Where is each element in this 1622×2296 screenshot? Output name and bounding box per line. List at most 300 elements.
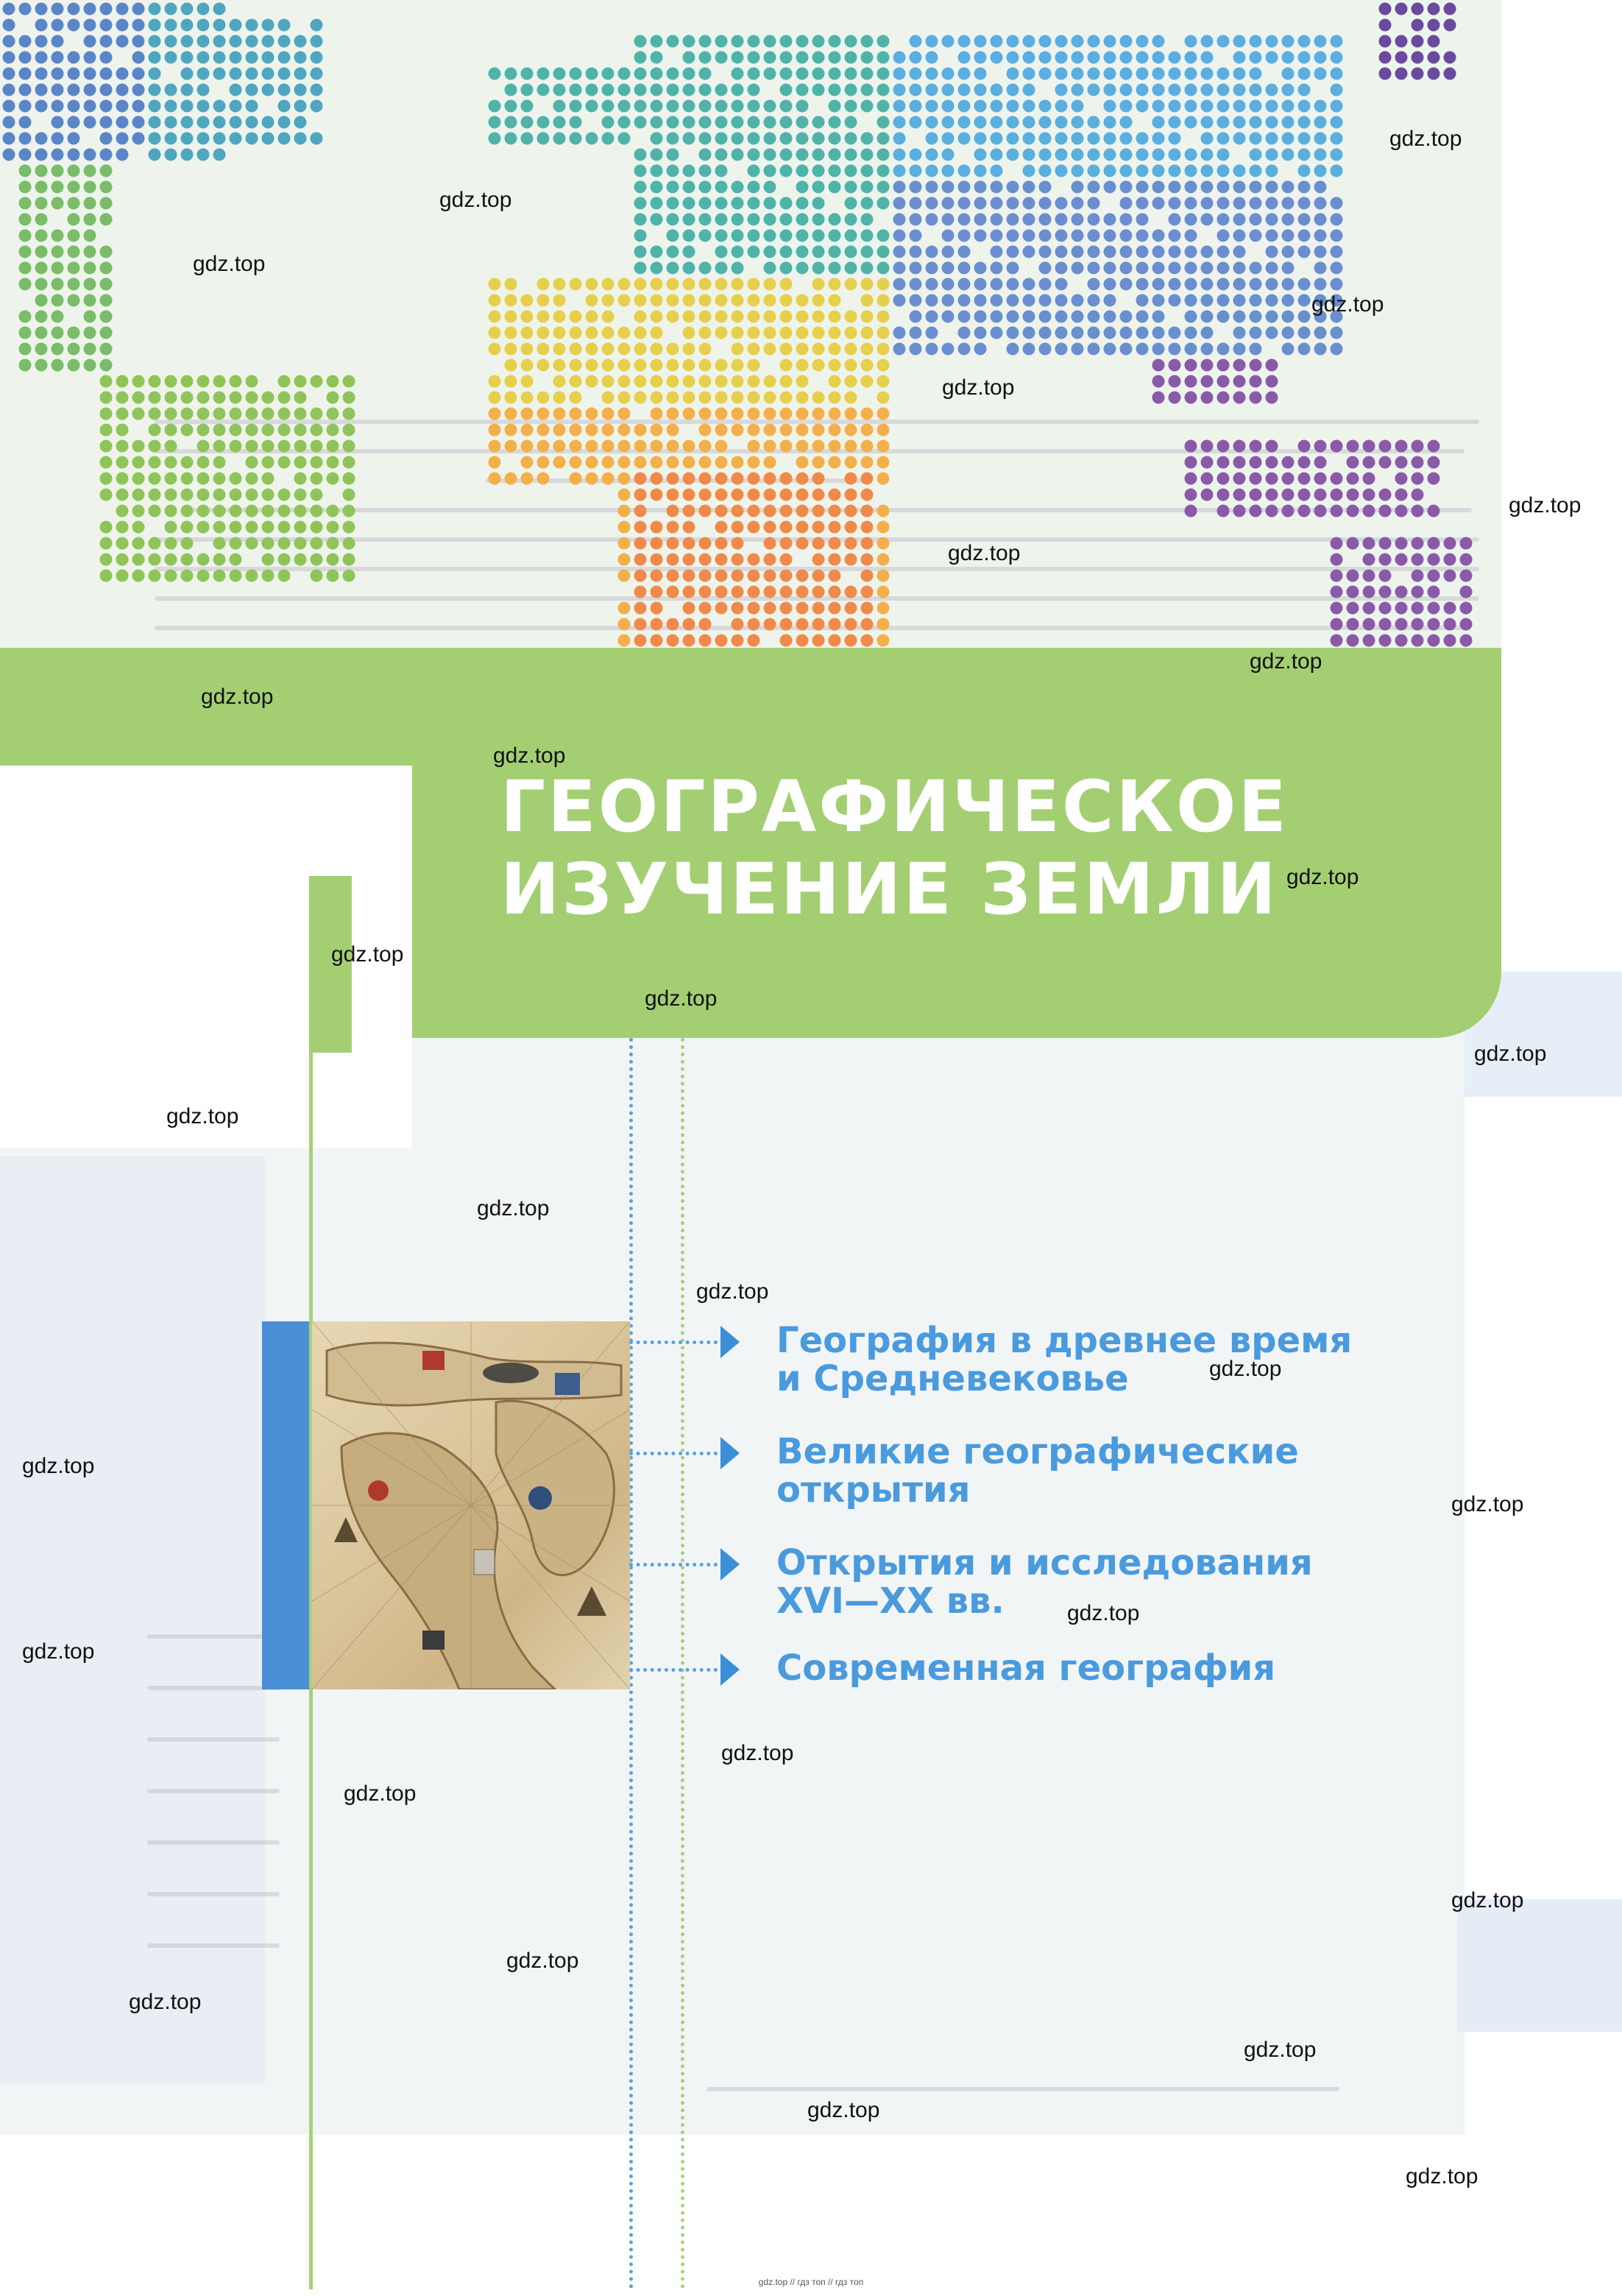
map-dot	[132, 19, 145, 32]
map-dot	[19, 181, 32, 194]
map-dot	[1412, 456, 1424, 469]
map-dot	[812, 440, 825, 453]
map-dot	[294, 84, 307, 96]
map-dot	[877, 197, 890, 210]
map-dot	[1136, 213, 1149, 226]
map-dot	[1217, 84, 1230, 96]
map-dot	[780, 278, 793, 291]
map-dot	[1444, 68, 1456, 80]
watermark-text: gdz.top	[942, 375, 1015, 400]
map-dot	[1282, 456, 1295, 469]
map-dot	[942, 116, 955, 129]
map-dot	[796, 424, 809, 437]
map-dot	[1152, 343, 1165, 356]
map-dot	[877, 35, 890, 48]
map-dot	[521, 116, 534, 129]
map-dot	[52, 68, 64, 80]
map-dot	[764, 505, 776, 518]
map-dot	[1039, 165, 1052, 177]
map-dot	[84, 149, 96, 161]
map-dot	[861, 505, 874, 518]
map-dot	[602, 133, 615, 145]
map-dot	[1282, 100, 1295, 113]
map-dot	[1444, 570, 1456, 582]
map-dot	[1282, 230, 1295, 242]
map-dot	[845, 359, 857, 372]
chapter-item-4[interactable]	[629, 1649, 1275, 1687]
map-dot	[1331, 52, 1343, 64]
map-dot	[602, 359, 615, 372]
map-dot	[764, 343, 776, 356]
map-dot	[35, 213, 48, 226]
map-dot	[327, 424, 339, 437]
map-dot	[910, 52, 922, 64]
map-dot	[667, 100, 679, 113]
map-dot	[1266, 327, 1278, 339]
map-dot	[311, 19, 323, 32]
map-dot	[213, 3, 226, 15]
map-dot	[52, 165, 64, 177]
map-dot	[1007, 116, 1019, 129]
map-dot	[246, 84, 258, 96]
map-dot	[1314, 246, 1327, 258]
map-dot	[262, 408, 275, 420]
map-dot	[116, 505, 129, 518]
map-dot	[1136, 52, 1149, 64]
map-dot	[553, 133, 566, 145]
map-dot	[812, 278, 825, 291]
watermark-text: gdz.top	[129, 1990, 202, 2014]
map-dot	[1314, 52, 1327, 64]
map-dot	[52, 359, 64, 372]
map-dot	[1152, 100, 1165, 113]
map-dot	[942, 100, 955, 113]
map-dot	[149, 149, 161, 161]
map-dot	[1266, 311, 1278, 323]
map-dot	[651, 602, 663, 615]
map-dot	[780, 230, 793, 242]
map-dot	[505, 133, 517, 145]
map-dot	[1055, 278, 1068, 291]
map-dot	[1007, 311, 1019, 323]
map-dot	[764, 537, 776, 550]
map-dot	[1428, 537, 1440, 550]
map-dot	[1379, 19, 1392, 32]
map-dot	[1039, 35, 1052, 48]
map-dot	[910, 262, 922, 275]
map-dot	[845, 84, 857, 96]
map-dot	[1331, 100, 1343, 113]
map-dot	[812, 570, 825, 582]
map-dot	[52, 149, 64, 161]
map-dot	[877, 181, 890, 194]
map-dot	[19, 133, 32, 145]
map-dot	[1185, 246, 1197, 258]
map-dot	[634, 570, 647, 582]
watermark-text: gdz.top	[22, 1454, 95, 1478]
map-dot	[586, 68, 598, 80]
map-dot	[634, 84, 647, 96]
map-dot	[327, 537, 339, 550]
map-dot	[1233, 375, 1246, 388]
map-dot	[764, 165, 776, 177]
map-dot	[1412, 52, 1424, 64]
map-dot	[294, 554, 307, 566]
chapter-item-2[interactable]	[629, 1433, 1299, 1509]
map-dot	[877, 116, 890, 129]
map-dot	[1298, 489, 1311, 501]
map-dot	[699, 133, 712, 145]
ghost-text-line	[147, 1686, 280, 1690]
map-dot	[910, 149, 922, 161]
map-dot	[683, 375, 695, 388]
map-dot	[1185, 35, 1197, 48]
map-dot	[1298, 100, 1311, 113]
map-dot	[489, 133, 501, 145]
map-dot	[667, 586, 679, 598]
map-dot	[877, 618, 890, 631]
map-dot	[213, 570, 226, 582]
map-dot	[278, 440, 291, 453]
map-dot	[683, 133, 695, 145]
map-dot	[618, 294, 631, 307]
map-dot	[1266, 197, 1278, 210]
map-dot	[1120, 35, 1133, 48]
map-dot	[893, 68, 906, 80]
map-dot	[926, 294, 938, 307]
map-dot	[845, 440, 857, 453]
map-dot	[958, 133, 971, 145]
map-dot	[796, 343, 809, 356]
map-dot	[618, 408, 631, 420]
map-dot	[667, 68, 679, 80]
map-dot	[1460, 537, 1473, 550]
map-dot	[991, 133, 1003, 145]
map-dot	[165, 489, 177, 501]
map-dot	[52, 100, 64, 113]
map-dot	[213, 392, 226, 404]
map-dot	[246, 100, 258, 113]
map-dot	[100, 52, 113, 64]
map-dot	[553, 408, 566, 420]
map-dot	[910, 35, 922, 48]
map-dot	[521, 294, 534, 307]
map-dot	[715, 359, 728, 372]
map-dot	[1444, 537, 1456, 550]
map-dot	[1185, 294, 1197, 307]
map-dot	[19, 262, 32, 275]
map-dot	[667, 424, 679, 437]
chapter-item-3[interactable]	[629, 1544, 1313, 1620]
map-dot	[165, 570, 177, 582]
map-dot	[1217, 181, 1230, 194]
map-dot	[505, 294, 517, 307]
map-dot	[764, 197, 776, 210]
map-dot	[1185, 311, 1197, 323]
map-dot	[974, 35, 987, 48]
map-dot	[634, 554, 647, 566]
map-dot	[149, 489, 161, 501]
map-dot	[1169, 230, 1181, 242]
map-dot	[651, 473, 663, 485]
map-dot	[116, 84, 129, 96]
map-dot	[861, 52, 874, 64]
map-dot	[699, 408, 712, 420]
map-dot	[52, 133, 64, 145]
map-dot	[165, 554, 177, 566]
map-dot	[1152, 35, 1165, 48]
map-dot	[861, 278, 874, 291]
map-dot	[732, 84, 744, 96]
map-dot	[958, 278, 971, 291]
map-dot	[1088, 246, 1100, 258]
ghost-text-line	[147, 1943, 280, 1948]
map-dot	[1428, 505, 1440, 518]
map-dot	[715, 505, 728, 518]
map-dot	[877, 343, 890, 356]
ghost-text-line	[147, 1789, 280, 1793]
map-dot	[116, 133, 129, 145]
map-dot	[1088, 327, 1100, 339]
map-dot	[1395, 635, 1408, 647]
map-dot	[1331, 473, 1343, 485]
map-dot	[1217, 473, 1230, 485]
map-dot	[149, 19, 161, 32]
map-dot	[278, 68, 291, 80]
map-dot	[651, 635, 663, 647]
map-dot	[1201, 165, 1214, 177]
map-dot	[829, 602, 841, 615]
map-dot	[893, 165, 906, 177]
map-dot	[1136, 181, 1149, 194]
map-dot	[1282, 68, 1295, 80]
map-dot	[116, 68, 129, 80]
map-dot	[1185, 100, 1197, 113]
map-dot	[1266, 100, 1278, 113]
map-dot	[877, 440, 890, 453]
map-dot	[926, 278, 938, 291]
map-dot	[68, 197, 80, 210]
map-dot	[829, 440, 841, 453]
map-dot	[715, 408, 728, 420]
map-dot	[278, 505, 291, 518]
map-dot	[618, 537, 631, 550]
map-dot	[667, 489, 679, 501]
map-dot	[570, 278, 582, 291]
map-dot	[748, 489, 760, 501]
map-dot	[1282, 489, 1295, 501]
map-dot	[1428, 440, 1440, 453]
map-dot	[991, 262, 1003, 275]
map-dot	[812, 327, 825, 339]
map-dot	[748, 294, 760, 307]
map-dot	[1088, 343, 1100, 356]
map-dot	[1314, 230, 1327, 242]
map-dot	[553, 294, 566, 307]
map-dot	[1395, 602, 1408, 615]
map-dot	[1282, 149, 1295, 161]
map-dot	[1314, 262, 1327, 275]
map-dot	[489, 408, 501, 420]
map-dot	[116, 473, 129, 485]
map-dot	[861, 35, 874, 48]
map-dot	[829, 68, 841, 80]
map-dot	[667, 343, 679, 356]
map-dot	[893, 294, 906, 307]
map-dot	[732, 602, 744, 615]
map-dot	[505, 278, 517, 291]
map-dot	[327, 570, 339, 582]
map-dot	[84, 359, 96, 372]
map-dot	[1331, 213, 1343, 226]
map-dot	[100, 327, 113, 339]
map-dot	[780, 84, 793, 96]
map-dot	[570, 440, 582, 453]
map-dot	[1039, 246, 1052, 258]
map-dot	[618, 68, 631, 80]
map-dot	[1412, 618, 1424, 631]
map-dot	[537, 133, 550, 145]
map-dot	[926, 84, 938, 96]
map-dot	[311, 505, 323, 518]
map-dot	[1136, 294, 1149, 307]
map-dot	[1266, 278, 1278, 291]
map-dot	[796, 521, 809, 534]
map-dot	[553, 456, 566, 469]
map-dot	[845, 586, 857, 598]
map-dot	[149, 424, 161, 437]
map-dot	[958, 213, 971, 226]
map-dot	[505, 311, 517, 323]
map-dot	[893, 327, 906, 339]
map-dot	[861, 213, 874, 226]
map-dot	[1136, 246, 1149, 258]
map-dot	[764, 133, 776, 145]
map-dot	[1185, 262, 1197, 275]
map-dot	[796, 635, 809, 647]
map-dot	[780, 586, 793, 598]
map-dot	[1250, 197, 1262, 210]
map-dot	[343, 456, 355, 469]
map-dot	[942, 230, 955, 242]
map-dot	[683, 635, 695, 647]
map-dot	[1379, 456, 1392, 469]
map-dot	[100, 278, 113, 291]
map-dot	[19, 246, 32, 258]
map-dot	[553, 278, 566, 291]
map-dot	[667, 473, 679, 485]
map-dot	[294, 35, 307, 48]
map-dot	[715, 133, 728, 145]
map-dot	[149, 392, 161, 404]
map-dot	[926, 311, 938, 323]
chapter-label: Современная география	[776, 1647, 1276, 1689]
map-dot	[699, 537, 712, 550]
map-dot	[1185, 489, 1197, 501]
map-dot	[521, 100, 534, 113]
map-dot	[748, 408, 760, 420]
map-dot	[35, 52, 48, 64]
map-dot	[748, 586, 760, 598]
map-dot	[1169, 343, 1181, 356]
map-dot	[1136, 311, 1149, 323]
chapter-label: Открытия и исследования XVI—XX вв.	[776, 1542, 1313, 1622]
map-dot	[893, 230, 906, 242]
map-dot	[618, 424, 631, 437]
map-dot	[1412, 554, 1424, 566]
map-dot	[553, 359, 566, 372]
map-dot	[1233, 278, 1246, 291]
map-dot	[829, 311, 841, 323]
map-dot	[52, 230, 64, 242]
map-dot	[246, 375, 258, 388]
map-dot	[877, 408, 890, 420]
map-dot	[732, 262, 744, 275]
watermark-text: gdz.top	[807, 2098, 880, 2122]
map-dot	[1185, 165, 1197, 177]
map-dot	[634, 440, 647, 453]
map-dot	[521, 84, 534, 96]
map-dot	[1185, 197, 1197, 210]
map-dot	[651, 52, 663, 64]
map-dot	[570, 392, 582, 404]
map-dot	[1298, 473, 1311, 485]
map-dot	[1072, 343, 1084, 356]
old-map-image	[312, 1321, 630, 1689]
map-dot	[602, 294, 615, 307]
map-dot	[116, 392, 129, 404]
map-dot	[246, 116, 258, 129]
map-dot	[1266, 116, 1278, 129]
map-dot	[910, 213, 922, 226]
map-dot	[1136, 343, 1149, 356]
map-dot	[116, 149, 129, 161]
map-dot	[1169, 278, 1181, 291]
map-dot	[764, 570, 776, 582]
map-dot	[861, 294, 874, 307]
map-dot	[748, 375, 760, 388]
map-dot	[489, 278, 501, 291]
map-dot	[1282, 262, 1295, 275]
map-dot	[958, 294, 971, 307]
map-dot	[991, 149, 1003, 161]
map-dot	[780, 294, 793, 307]
map-dot	[829, 635, 841, 647]
map-dot	[796, 230, 809, 242]
map-dot	[861, 84, 874, 96]
map-dot	[1412, 489, 1424, 501]
map-dot	[1039, 116, 1052, 129]
map-dot	[1169, 116, 1181, 129]
map-dot	[812, 602, 825, 615]
map-dot	[537, 278, 550, 291]
map-dot	[327, 456, 339, 469]
map-dot	[116, 408, 129, 420]
map-dot	[149, 473, 161, 485]
map-dot	[699, 100, 712, 113]
map-dot	[748, 68, 760, 80]
map-dot	[1363, 570, 1375, 582]
map-dot	[764, 311, 776, 323]
map-dot	[667, 618, 679, 631]
map-dot	[181, 537, 194, 550]
map-dot	[667, 311, 679, 323]
map-dot	[84, 294, 96, 307]
map-dot	[861, 586, 874, 598]
map-dot	[764, 262, 776, 275]
map-dot	[1379, 35, 1392, 48]
map-dot	[829, 618, 841, 631]
